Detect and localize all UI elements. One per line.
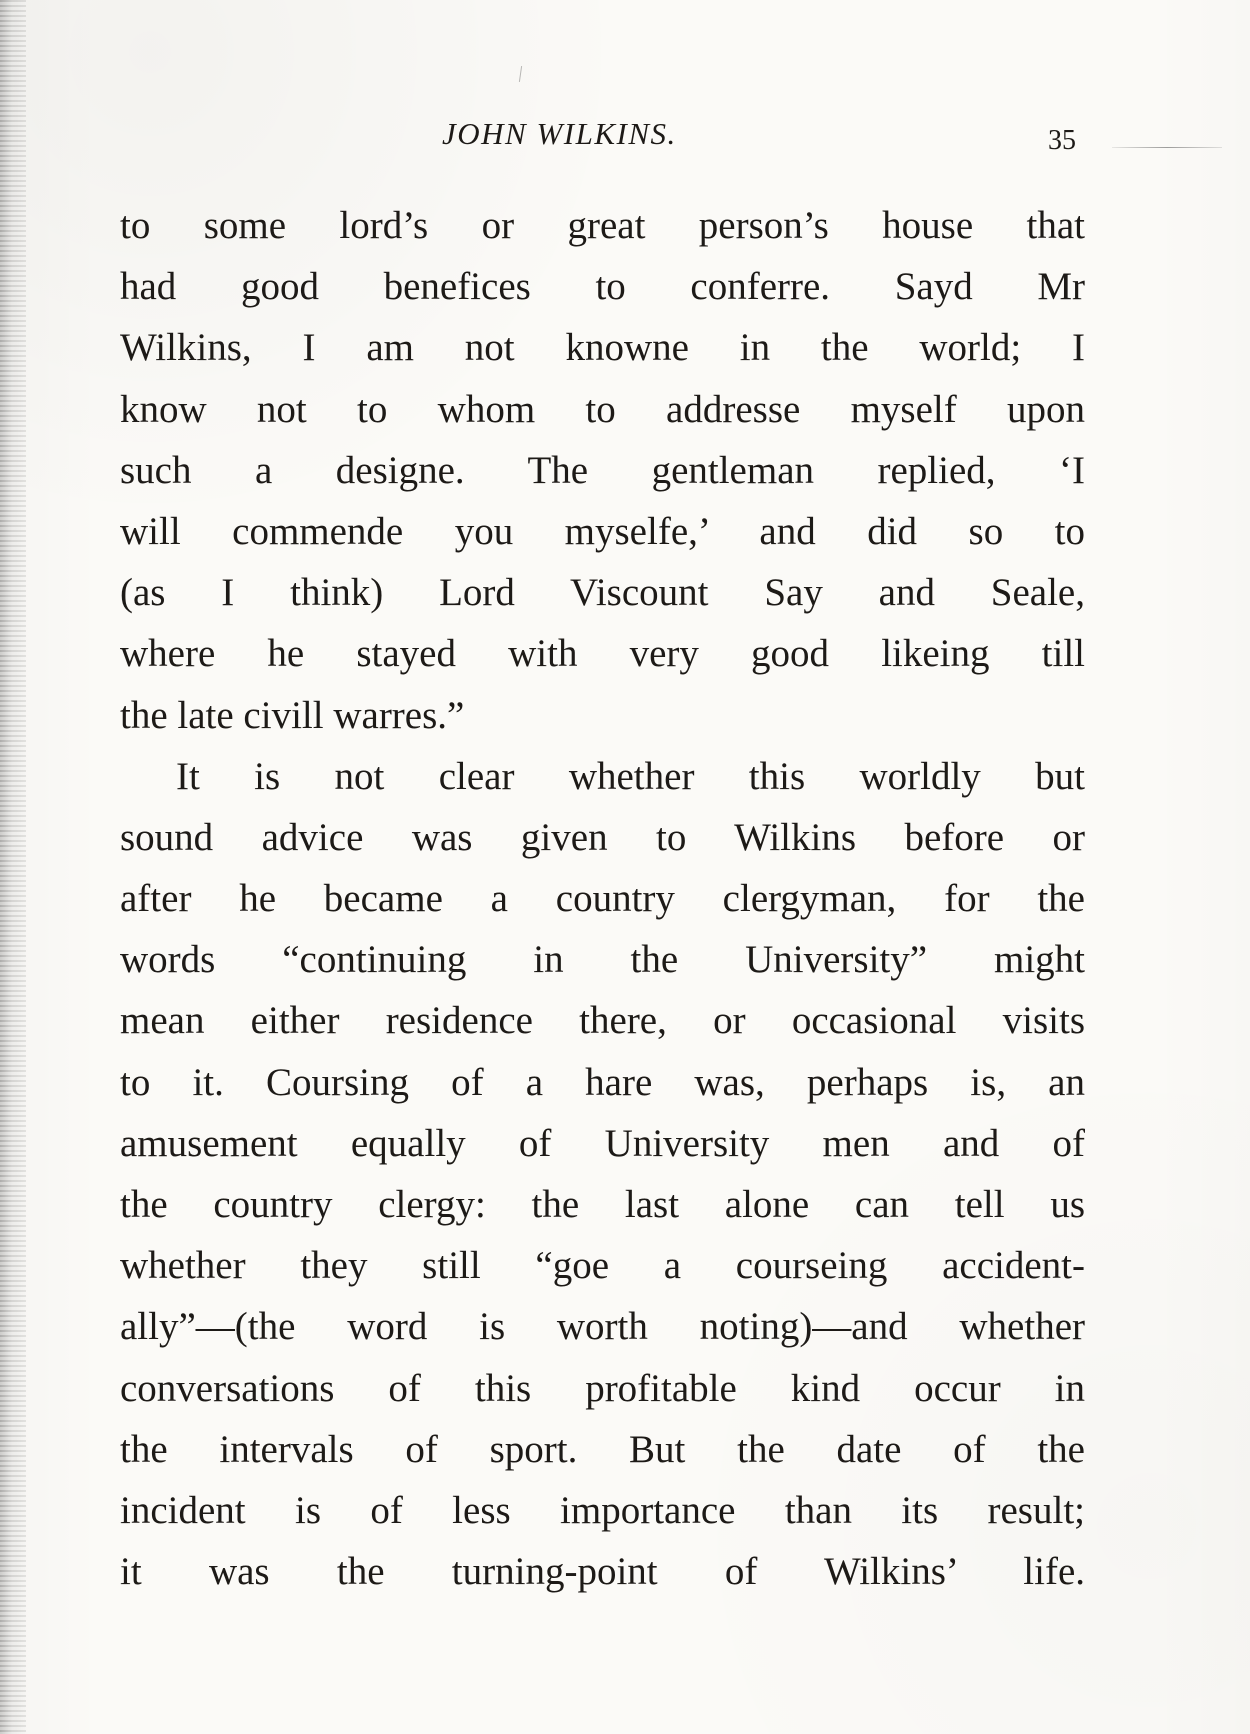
body-text: [120, 195, 1085, 1602]
text-line-19: ally”—(the word is worth noting)—and whether: [120, 1305, 1085, 1349]
text-line-2: had good benefices to conferre. Sayd Mr: [120, 265, 1085, 309]
text-line-10: It is not clear whether this worldly but: [176, 754, 1085, 798]
binding-shadow: [0, 0, 26, 1734]
text-line-8: where he stayed with very good likeing till: [120, 632, 1085, 676]
text-line-17: the country clergy: the last alone can tell us: [120, 1183, 1085, 1226]
text-line-15: to it. Coursing of a hare was, perhaps is, an: [120, 1060, 1085, 1104]
text-line-18: whether they still “goe a courseing accident-: [120, 1244, 1085, 1288]
text-line-20: conversations of this profitable kind occur in: [120, 1366, 1085, 1410]
text-line-12: after he became a country clergyman, for the: [120, 877, 1085, 921]
text-line-23: it was the turning-point of Wilkins’ life.: [120, 1550, 1085, 1594]
text-line-1: to some lord’s or great person’s house that: [120, 204, 1085, 247]
text-line-22: incident is of less importance than its result;: [120, 1488, 1085, 1532]
text-line-16: amusement equally of University men and of: [120, 1121, 1085, 1165]
text-line-14: mean either residence there, or occasional visits: [120, 999, 1085, 1043]
text-line-6: will commende you myselfe,’ and did so to: [120, 509, 1085, 553]
text-line-5: such a designe. The gentleman replied, ‘I: [120, 448, 1085, 492]
text-line-13: words “continuing in the University” might: [120, 938, 1085, 982]
text-line-21: the intervals of sport. But the date of the: [120, 1427, 1085, 1471]
text-line-9: the late civill warres.”: [120, 693, 465, 737]
text-line-4: know not to whom to addresse myself upon: [120, 387, 1085, 431]
paper-mark: [519, 66, 522, 82]
text-line-3: Wilkins, I am not knowne in the world; I: [120, 326, 1085, 370]
running-title: JOHN WILKINS.: [442, 116, 677, 151]
header-edge-mark: [1112, 147, 1222, 148]
text-line-7: (as I think) Lord Viscount Say and Seale,: [120, 571, 1085, 615]
page-number: 35: [1048, 125, 1076, 156]
text-line-11: sound advice was given to Wilkins before or: [120, 815, 1085, 859]
